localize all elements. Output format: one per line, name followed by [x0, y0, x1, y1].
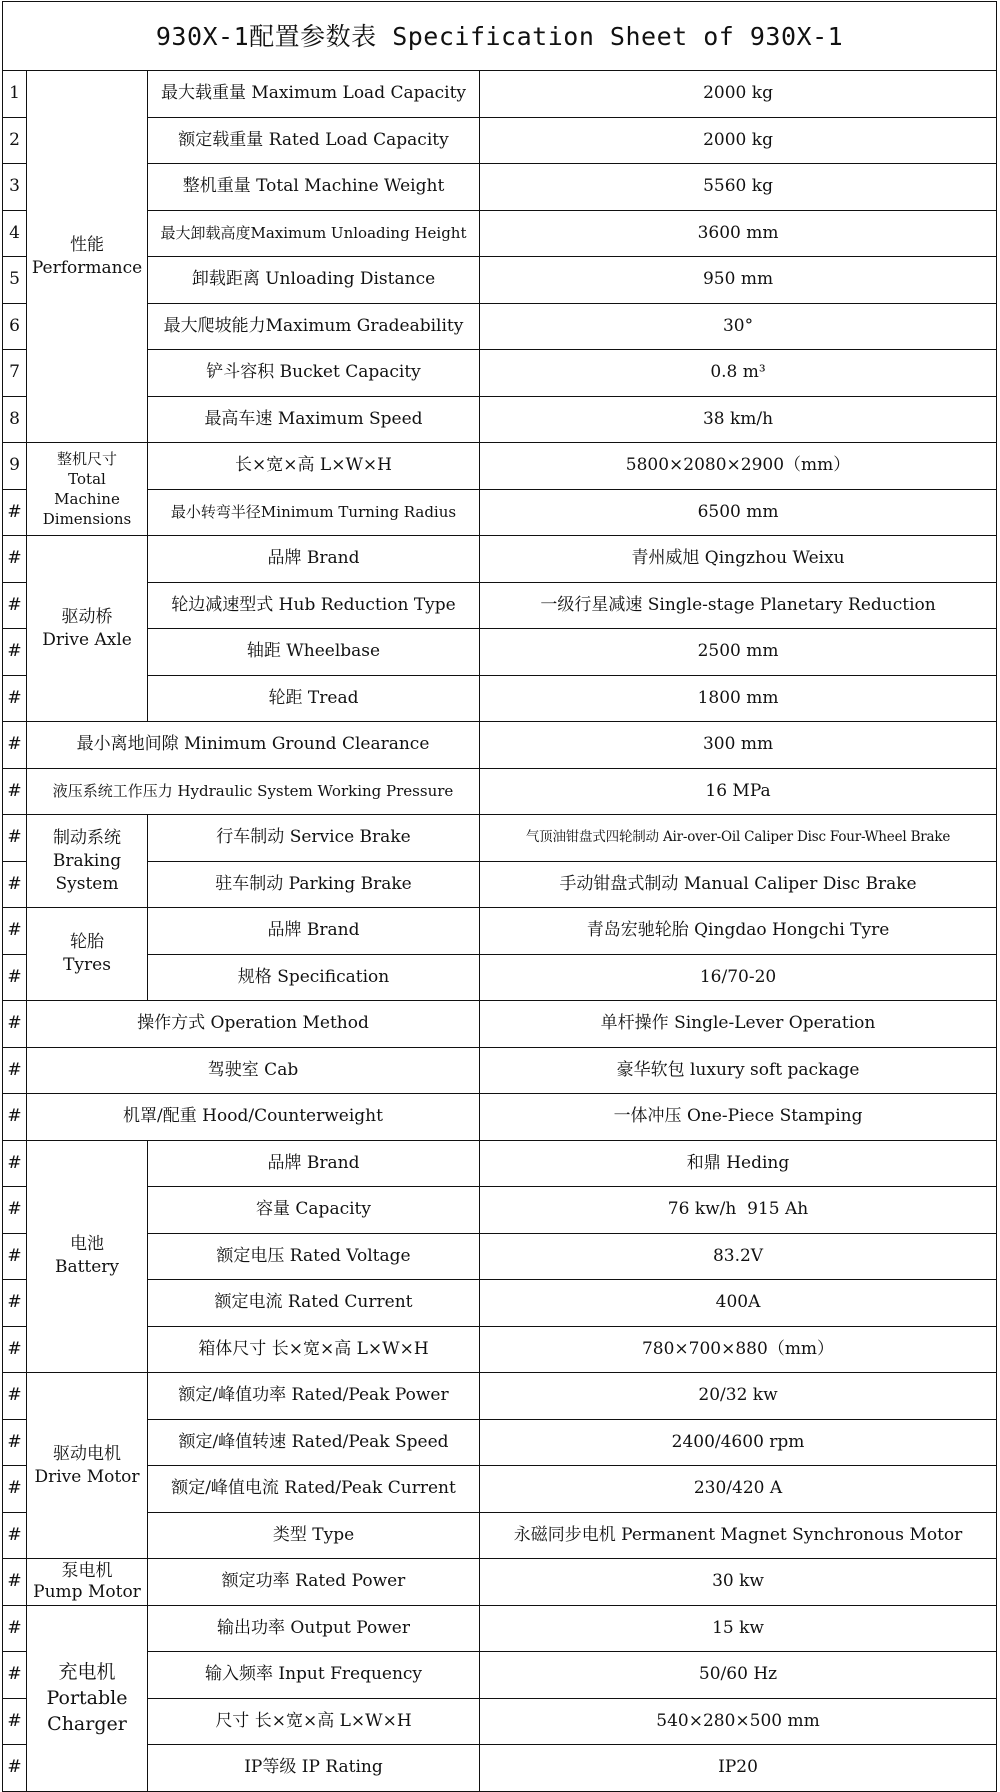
param-name: 规格 Specification — [148, 954, 480, 1001]
param-value: 540×280×500 mm — [480, 1698, 997, 1745]
group-dimensions — [27, 443, 148, 536]
group-tyres — [27, 908, 148, 1001]
table-row — [3, 396, 997, 443]
param-name: 机罩/配重 Hood/Counterweight — [27, 1094, 480, 1141]
row-number: # — [3, 1094, 27, 1141]
param-name: IP等级 IP Rating — [148, 1745, 480, 1792]
param-name: 行车制动 Service Brake — [148, 815, 480, 862]
table-row — [3, 768, 997, 815]
param-value: 2400/4600 rpm — [480, 1419, 997, 1466]
param-name: 最大爬坡能力Maximum Gradeability — [148, 303, 480, 350]
row-number: # — [3, 954, 27, 1001]
table-row — [3, 1745, 997, 1792]
row-number: # — [3, 1001, 27, 1048]
row-number: # — [3, 489, 27, 536]
row-number: 8 — [3, 396, 27, 443]
row-number: 3 — [3, 164, 27, 211]
param-name: 输出功率 Output Power — [148, 1605, 480, 1652]
param-value: 83.2V — [480, 1233, 997, 1280]
table-row — [3, 1605, 997, 1652]
param-value: 76 kw/h 915 Ah — [480, 1187, 997, 1234]
table-row — [3, 1512, 997, 1559]
param-name: 类型 Type — [148, 1512, 480, 1559]
row-number: 2 — [3, 117, 27, 164]
table-row — [3, 257, 997, 304]
row-number: # — [3, 1698, 27, 1745]
param-value: 50/60 Hz — [480, 1652, 997, 1699]
param-value: 2000 kg — [480, 117, 997, 164]
table-row — [3, 1466, 997, 1513]
param-name: 额定功率 Rated Power — [148, 1559, 480, 1606]
sheet-title: 930X-1配置参数表 Specification Sheet of 930X-1 — [3, 2, 997, 71]
param-name: 最高车速 Maximum Speed — [148, 396, 480, 443]
row-number: # — [3, 1326, 27, 1373]
param-value: 16 MPa — [480, 768, 997, 815]
table-row — [3, 861, 997, 908]
row-number: # — [3, 629, 27, 676]
row-number: # — [3, 675, 27, 722]
param-name: 品牌 Brand — [148, 536, 480, 583]
param-name: 箱体尺寸 长×宽×高 L×W×H — [148, 1326, 480, 1373]
param-name: 最大载重量 Maximum Load Capacity — [148, 71, 480, 118]
title-row — [3, 2, 997, 71]
param-name: 长×宽×高 L×W×H — [148, 443, 480, 490]
group-label: 制动系统 Braking System — [52, 827, 122, 894]
row-number: 1 — [3, 71, 27, 118]
param-name: 轮边减速型式 Hub Reduction Type — [148, 582, 480, 629]
row-number: # — [3, 1466, 27, 1513]
row-number: # — [3, 1512, 27, 1559]
param-value: 38 km/h — [480, 396, 997, 443]
table-row — [3, 629, 997, 676]
table-row — [3, 71, 997, 118]
group-pump-motor — [27, 1559, 148, 1606]
param-value: IP20 — [480, 1745, 997, 1792]
group-label: 驱动桥 Drive Axle — [42, 606, 132, 650]
row-number: # — [3, 1187, 27, 1234]
table-row — [3, 1373, 997, 1420]
param-value: 5560 kg — [480, 164, 997, 211]
group-charger — [27, 1605, 148, 1791]
param-value: 0.8 m³ — [480, 350, 997, 397]
table-row — [3, 164, 997, 211]
param-value: 和鼎 Heding — [480, 1140, 997, 1187]
param-name: 驾驶室 Cab — [27, 1047, 480, 1094]
row-number: # — [3, 908, 27, 955]
group-label: 性能 Performance — [31, 234, 143, 278]
row-number: # — [3, 1605, 27, 1652]
row-number: # — [3, 768, 27, 815]
param-value: 30° — [480, 303, 997, 350]
table-row — [3, 815, 997, 862]
param-value: 5800×2080×2900（mm） — [480, 443, 997, 490]
row-number: 7 — [3, 350, 27, 397]
group-drive-axle — [27, 536, 148, 722]
param-name: 额定电流 Rated Current — [148, 1280, 480, 1327]
param-name: 最小转弯半径Minimum Turning Radius — [148, 489, 480, 536]
spec-sheet — [2, 1, 996, 1792]
param-value: 一体冲压 One-Piece Stamping — [480, 1094, 997, 1141]
param-value: 3600 mm — [480, 210, 997, 257]
group-label: 轮胎 Tyres — [63, 932, 111, 975]
param-name: 容量 Capacity — [148, 1187, 480, 1234]
param-name: 卸载距离 Unloading Distance — [148, 257, 480, 304]
param-value: 青州威旭 Qingzhou Weixu — [480, 536, 997, 583]
row-number: # — [3, 1140, 27, 1187]
param-name: 输入频率 Input Frequency — [148, 1652, 480, 1699]
param-name: 最小离地间隙 Minimum Ground Clearance — [27, 722, 480, 769]
table-row — [3, 675, 997, 722]
table-row — [3, 1698, 997, 1745]
table-row — [3, 1419, 997, 1466]
param-name: 额定/峰值电流 Rated/Peak Current — [148, 1466, 480, 1513]
param-value: 20/32 kw — [480, 1373, 997, 1420]
param-value: 2000 kg — [480, 71, 997, 118]
table-row — [3, 1140, 997, 1187]
row-number: 6 — [3, 303, 27, 350]
row-number: 5 — [3, 257, 27, 304]
param-name: 轮距 Tread — [148, 675, 480, 722]
param-name: 品牌 Brand — [148, 908, 480, 955]
param-value: 手动钳盘式制动 Manual Caliper Disc Brake — [480, 861, 997, 908]
group-label: 泵电机 Pump Motor — [33, 1560, 141, 1602]
param-name: 品牌 Brand — [148, 1140, 480, 1187]
param-value: 16/70-20 — [480, 954, 997, 1001]
group-label: 充电机 Portable Charger — [46, 1661, 128, 1735]
param-value: 400A — [480, 1280, 997, 1327]
param-name: 最大卸载高度Maximum Unloading Height — [148, 210, 480, 257]
row-number: # — [3, 1373, 27, 1420]
table-row — [3, 210, 997, 257]
table-row — [3, 1047, 997, 1094]
row-number: # — [3, 1559, 27, 1606]
param-name: 液压系统工作压力 Hydraulic System Working Pressure — [27, 768, 480, 815]
group-braking — [27, 815, 148, 908]
row-number: # — [3, 1280, 27, 1327]
param-value: 气顶油钳盘式四轮制动 Air-over-Oil Caliper Disc Four-Wheel Brake — [480, 815, 997, 862]
group-battery — [27, 1140, 148, 1373]
table-row — [3, 954, 997, 1001]
table-row — [3, 1001, 997, 1048]
param-value: 950 mm — [480, 257, 997, 304]
param-name: 额定/峰值功率 Rated/Peak Power — [148, 1373, 480, 1420]
row-number: # — [3, 1233, 27, 1280]
param-value: 780×700×880（mm） — [480, 1326, 997, 1373]
row-number: # — [3, 536, 27, 583]
param-name: 额定载重量 Rated Load Capacity — [148, 117, 480, 164]
table-row — [3, 350, 997, 397]
table-row — [3, 117, 997, 164]
param-name: 操作方式 Operation Method — [27, 1001, 480, 1048]
row-number: # — [3, 815, 27, 862]
table-row — [3, 722, 997, 769]
param-name: 驻车制动 Parking Brake — [148, 861, 480, 908]
param-name: 轴距 Wheelbase — [148, 629, 480, 676]
table-row — [3, 908, 997, 955]
table-row — [3, 1280, 997, 1327]
table-row — [3, 536, 997, 583]
table-row — [3, 1233, 997, 1280]
table-row — [3, 582, 997, 629]
group-label: 整机尺寸 Total Machine Dimensions — [42, 450, 132, 528]
param-name: 尺寸 长×宽×高 L×W×H — [148, 1698, 480, 1745]
spec-table — [2, 1, 997, 1792]
param-value: 2500 mm — [480, 629, 997, 676]
table-row — [3, 1326, 997, 1373]
param-name: 铲斗容积 Bucket Capacity — [148, 350, 480, 397]
table-row — [3, 303, 997, 350]
row-number: 4 — [3, 210, 27, 257]
param-value: 豪华软包 luxury soft package — [480, 1047, 997, 1094]
param-name: 额定/峰值转速 Rated/Peak Speed — [148, 1419, 480, 1466]
param-value: 1800 mm — [480, 675, 997, 722]
table-row — [3, 1652, 997, 1699]
row-number: # — [3, 1419, 27, 1466]
row-number: # — [3, 582, 27, 629]
table-row — [3, 489, 997, 536]
group-drive-motor — [27, 1373, 148, 1559]
param-name: 整机重量 Total Machine Weight — [148, 164, 480, 211]
param-value: 30 kw — [480, 1559, 997, 1606]
group-label: 驱动电机 Drive Motor — [34, 1443, 140, 1487]
table-row — [3, 1187, 997, 1234]
table-row — [3, 1094, 997, 1141]
row-number: # — [3, 1652, 27, 1699]
param-value: 230/420 A — [480, 1466, 997, 1513]
table-row — [3, 1559, 997, 1606]
row-number: # — [3, 1047, 27, 1094]
group-label: 电池 Battery — [54, 1234, 120, 1278]
table-row — [3, 443, 997, 490]
row-number: # — [3, 1745, 27, 1792]
param-value: 15 kw — [480, 1605, 997, 1652]
row-number: # — [3, 722, 27, 769]
param-value: 青岛宏驰轮胎 Qingdao Hongchi Tyre — [480, 908, 997, 955]
param-value: 永磁同步电机 Permanent Magnet Synchronous Motor — [480, 1512, 997, 1559]
param-name: 额定电压 Rated Voltage — [148, 1233, 480, 1280]
group-performance — [27, 71, 148, 443]
param-value: 300 mm — [480, 722, 997, 769]
param-value: 6500 mm — [480, 489, 997, 536]
row-number: # — [3, 861, 27, 908]
row-number: 9 — [3, 443, 27, 490]
param-value: 一级行星减速 Single-stage Planetary Reduction — [480, 582, 997, 629]
param-value: 单杆操作 Single-Lever Operation — [480, 1001, 997, 1048]
